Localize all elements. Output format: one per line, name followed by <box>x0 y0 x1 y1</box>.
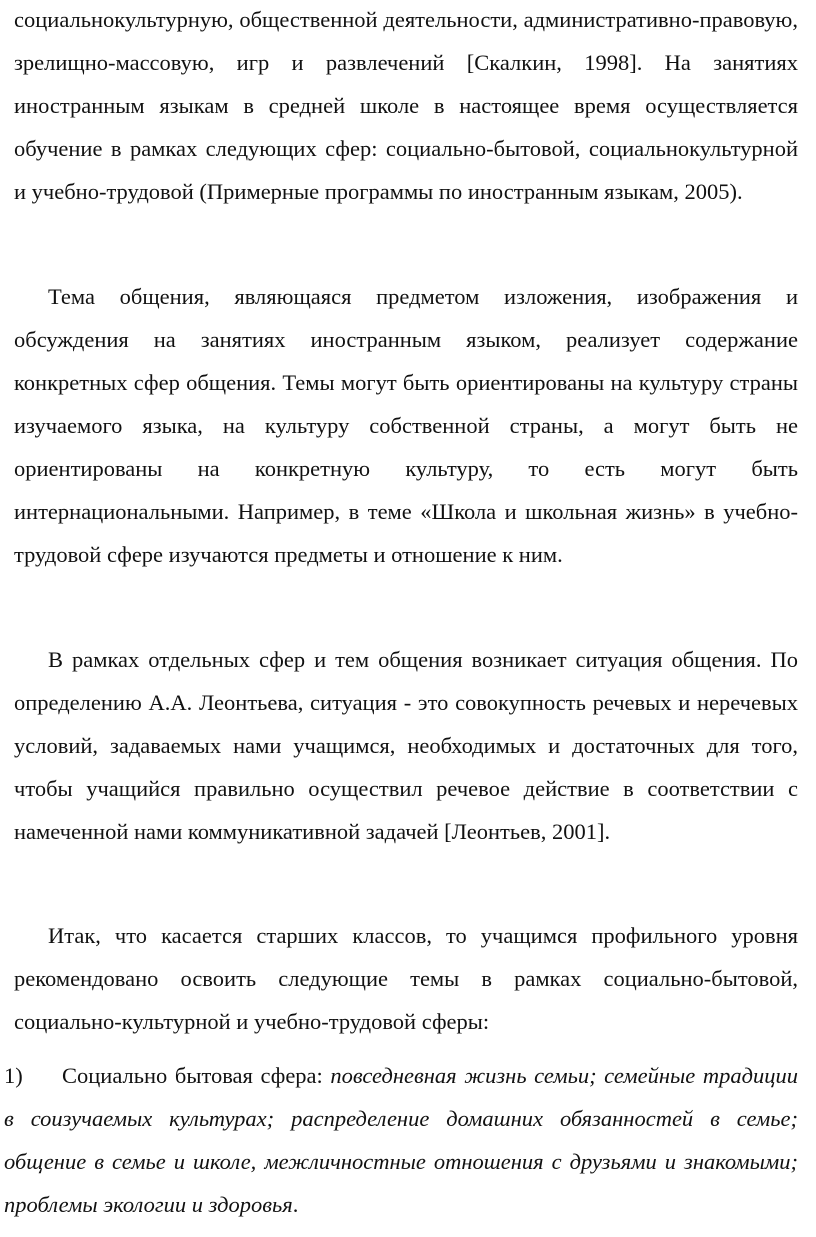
paragraph-continuation: социальнокультурную, общественной деятельности, административно-правовую, зрелищно-массовую, игр и развлечений [Скалкин, 1998]. На занятиях иностранным языкам в средней школе в настоящее время осуществляется обучение в рамках следующих сфер: социально-бытовой, социальнокультурной и учебно-трудовой (Примерные программы по иностранным языкам, 2005). <box>14 7 798 204</box>
paragraph-communication-situation: В рамках отдельных сфер и тем общения возникает ситуация общения. По определению А.А. Леонтьева, ситуация - это совокупность речевых и неречевых условий, задаваемых нами учащимся, необходимых и достаточных для того, чтобы учащийся правильно осуществил речевое действие в соответствии с намеченной нами коммуникативной задачей [Леонтьев, 2001]. <box>14 647 798 844</box>
paragraph-senior-classes: Итак, что касается старших классов, то учащимся профильного уровня рекомендовано освоить следующие темы в рамках социально-бытовой, социально-культурной и учебно-трудовой сферы: <box>14 923 798 1034</box>
list-item-social-sphere <box>4 1054 798 1226</box>
list-item-topics: повседневная жизнь семьи; семейные традиции в соизучаемых культурах; распределение домашних обязанностей в семье; общение в семье и школе, межличностные отношения с друзьями и знакомыми; проблемы экологии и здоровья <box>4 1063 798 1217</box>
paragraph-communication-topics: Тема общения, являющаяся предметом изложения, изображения и обсуждения на занятиях иностранным языком, реализует содержание конкретных сфер общения. Темы могут быть ориентированы на культуру страны изучаемого языка, на культуру собственной страны, а могут быть не ориентированы на конкретную культуру, то есть могут быть интернациональными. Например, в теме «Школа и школьная жизнь» в учебно-трудовой сфере изучаются предметы и отношение к ним. <box>14 284 798 567</box>
list-item-lead: Социально бытовая сфера: <box>62 1063 331 1088</box>
list-item-end: . <box>292 1192 299 1217</box>
list-item-number: 1) <box>4 1063 23 1088</box>
